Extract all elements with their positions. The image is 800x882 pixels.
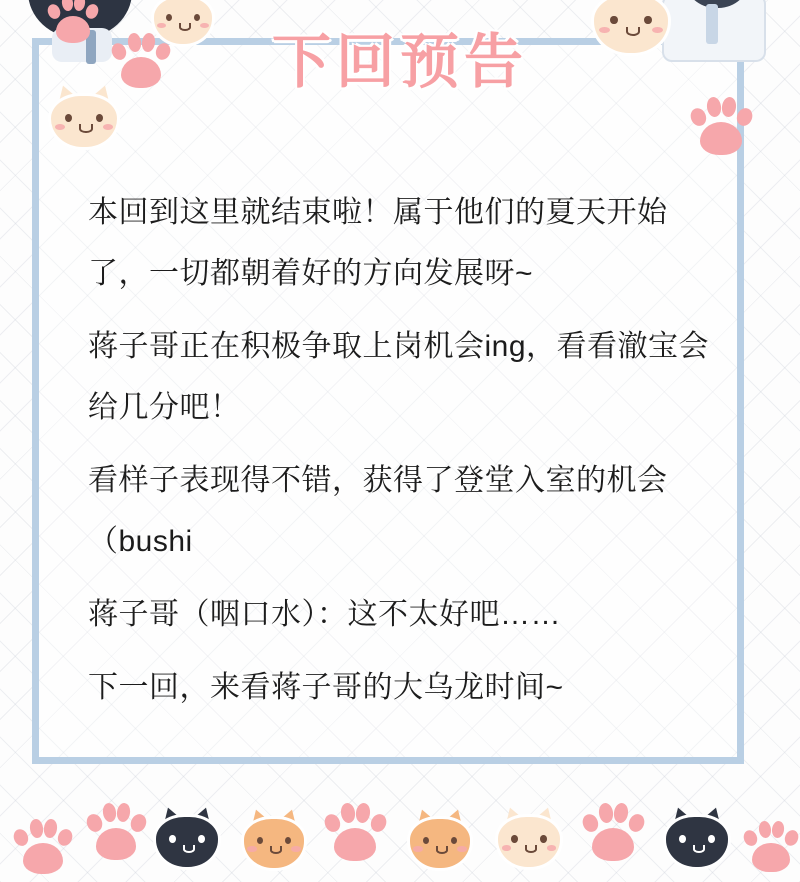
paw-print-icon (580, 802, 646, 868)
cat-face-icon (492, 806, 566, 876)
paw-print-icon (742, 820, 800, 878)
paragraph: 蒋子哥（咽口水）：这不太好吧…… (88, 598, 561, 631)
paw-print-icon (688, 96, 754, 162)
paw-print-icon (12, 818, 74, 880)
paragraph: 蒋子哥正在积极争取上岗机会ing，看看澈宝会给几分吧！ (88, 330, 710, 424)
page-title: 下回预告 (271, 29, 528, 95)
cat-face-icon (660, 806, 734, 876)
body-text (88, 182, 712, 718)
cat-face-icon (45, 84, 123, 156)
paragraph: 本回到这里就结束啦！属于他们的夏天开始了，一切都朝着好的方向发展呀~ (88, 196, 668, 290)
bottom-sticker-strip (0, 772, 800, 882)
paragraph: 下一回，来看蒋子哥的大乌龙时间~ (88, 671, 564, 704)
paragraph: 看样子表现得不错，获得了登堂入室的机会（bushi (88, 464, 668, 558)
paw-print-icon (84, 802, 148, 866)
cat-face-icon (150, 806, 224, 876)
cat-face-icon (238, 808, 310, 876)
paw-print-icon (322, 802, 388, 868)
cat-face-icon (404, 808, 476, 876)
